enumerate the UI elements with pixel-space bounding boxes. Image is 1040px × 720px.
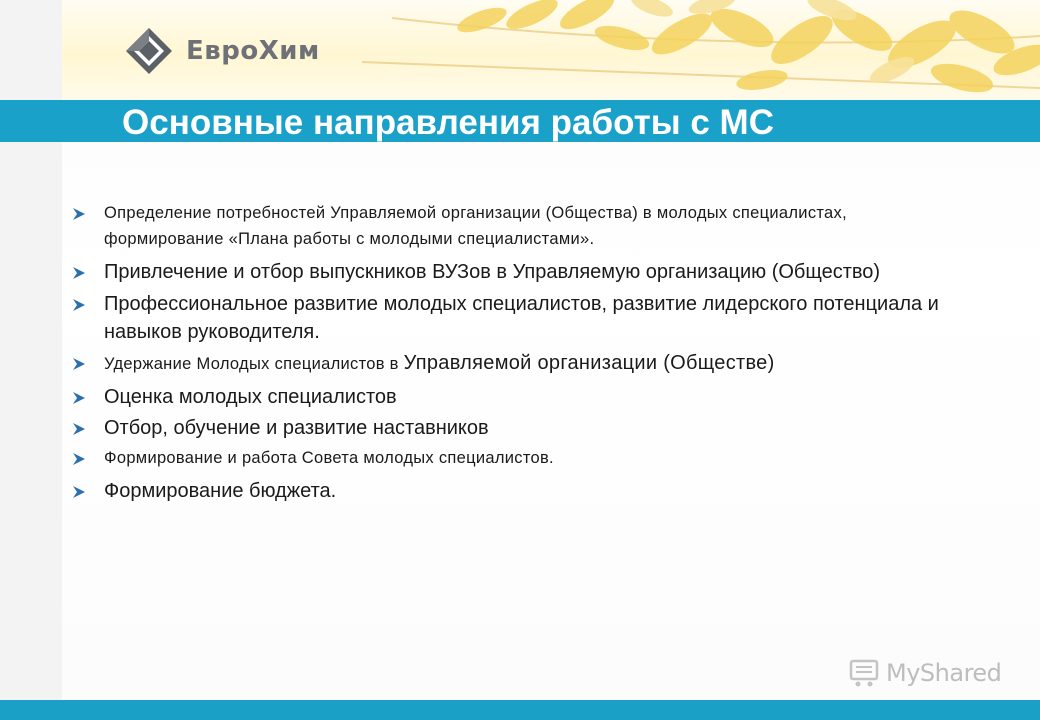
bullet-item (68, 200, 968, 252)
watermark-text: MyShared (886, 659, 1002, 687)
slide-title: Основные направления работы с МС (122, 103, 774, 142)
bullet-list (68, 200, 968, 509)
arrowhead-bullet-icon (72, 452, 86, 466)
arrowhead-bullet-icon (72, 207, 86, 221)
myshared-watermark[interactable] (848, 656, 1001, 690)
arrowhead-bullet-icon (72, 391, 86, 405)
arrowhead-bullet-icon (72, 266, 86, 280)
bullet-item (68, 258, 968, 286)
bullet-text: Профессиональное развитие молодых специалистов, развитие лидерского потенциала и навыков руководителя. (104, 293, 939, 343)
bullet-text: Формирование и работа Совета молодых специалистов. (104, 449, 554, 467)
bullet-text: Определение потребностей Управляемой организации (Общества) в молодых специалистах, формирование «Плана работы с молодыми специалистами». (104, 204, 847, 248)
bullet-item (68, 290, 968, 346)
arrowhead-bullet-icon (72, 298, 86, 312)
logo-brand-text: ЕвроХим (186, 36, 320, 66)
arrowhead-bullet-icon (72, 422, 86, 436)
bullet-text-small: Удержание Молодых специалистов в (104, 355, 404, 373)
bullet-text: Оценка молодых специалистов (104, 386, 397, 408)
header-wheat-banner (62, 0, 1040, 100)
bullet-item (68, 477, 968, 505)
bullet-item (68, 445, 968, 471)
bullet-text-large: Управляемой организации (Обществе) (403, 352, 775, 374)
myshared-cart-icon (848, 656, 882, 690)
bullet-text: Отбор, обучение и развитие наставников (104, 417, 489, 439)
company-logo (124, 26, 320, 76)
bullet-text: Формирование бюджета. (104, 480, 337, 502)
bullet-item (68, 383, 968, 411)
eurochem-diamond-logo-icon (124, 26, 174, 76)
bullet-item (68, 350, 968, 377)
arrowhead-bullet-icon (72, 357, 86, 371)
arrowhead-bullet-icon (72, 485, 86, 499)
bullet-item (68, 414, 968, 442)
bullet-text: Привлечение и отбор выпускников ВУЗов в Управляемую организацию (Общество) (104, 261, 881, 283)
bottom-bar (0, 700, 1040, 720)
